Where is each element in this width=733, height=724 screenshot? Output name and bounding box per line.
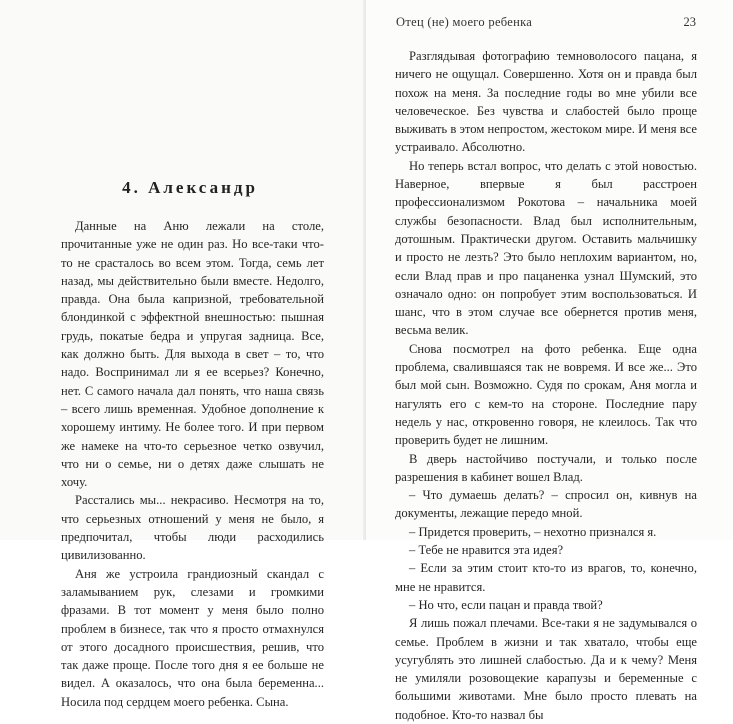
page-number: 23 <box>683 15 696 29</box>
dialogue-line: – Что думаешь делать? – спросил он, кивнув на документы, лежащие передо мной. <box>395 488 697 521</box>
right-page-text <box>395 47 697 724</box>
right-page <box>366 0 733 722</box>
paragraph: Разглядывая фотографию темноволосого пацана, я ничего не ощущал. Совершенно. Хотя он и правда был похож на меня. За последние годы во мне убили все человеческое. Без чувства и слабостей было проще выживать в этом непростом, жестоком мире. И меня все устраивало. Абсолютно. <box>395 49 697 155</box>
dialogue-line: – Если за этим стоит кто-то из врагов, то, конечно, мне не нравится. <box>395 561 697 594</box>
paragraph: В дверь настойчиво постучали, и только после разрешения в кабинет вошел Влад. <box>395 451 697 484</box>
chapter-title: 4. Александр <box>122 178 258 197</box>
running-title: Отец (не) моего ребенка <box>396 15 533 29</box>
left-page <box>0 0 366 709</box>
paragraph: Аня же устроила грандиозный скандал с заламыванием рук, слезами и громкими фразами. В тот момент у меня было полно проблем в бизнесе, так что я просто отмахнулся от этого досадного происшествия, решив, что так даже проще. После того дня я ее больше не видел. А оказалось, что она была беременна... Носила под сердцем моего ребенка. Сына. <box>61 566 324 709</box>
paragraph: Расстались мы... некрасиво. Несмотря на то, что серьезных отношений у меня не было, я предпочитал, чтобы люди расходились цивилизованно. <box>61 493 324 563</box>
paragraph: Но теперь встал вопрос, что делать с этой новостью. Наверное, впервые я был расстроен профессионализмом Рокотова – начальника моей службы безопасности. Влад был исполнительным, дотошным. Практически другом. Оставить мальчишку и просто не лезть? Это было неплохим вариантом, но, если Влад прав и про пацаненка узнал Шумский, это означало одно: он попробует этим воспользоваться. И шанс, что в этом случае все обернется против меня, весьма велик. <box>395 158 697 338</box>
dialogue-line: – Придется проверить, – нехотно признался я. <box>409 524 657 539</box>
dialogue-line: – Тебе не нравится эта идея? <box>409 543 564 558</box>
paragraph: Снова посмотрел на фото ребенка. Еще одна проблема, свалившаяся так не вовремя. И все же... Это был мой сын. Возможно. Судя по срокам, Аня могла и нагулять его с кем-то на стороне. Последние пару недель у нас, откровенно говоря, не клеилось. Так что проверить будет не лишним. <box>395 341 697 448</box>
paragraph: Данные на Аню лежали на столе, прочитанные уже не один раз. Но все-таки что-то не срасталось во всем этом. Тогда, семь лет назад, мы действительно были вместе. Недолго, правда. Она была капризной, требовательной блондинкой с эффектной внешностью: пышная грудь, покатые бедра и упругая задница. Все, как должно быть. Для выхода в свет – то, что надо. Воспринимал ли я ее всерьез? Конечно, нет. С самого начала дал понять, что наша связь – всего лишь временная. Удобное дополнение к хорошему интиму. Не более того. И при первом же намеке на что-то серьезное четко озвучил, что ни о семье, ни о детях даже слышать не хочу. <box>61 219 324 490</box>
paragraph: Я лишь пожал плечами. Все-таки я не задумывался о семье. Проблем в жизни и так хватало, чтобы еще усугублять это лишней слабостью. Да и к чему? Меня не умиляли розовощекие карапузы и беременные с большими животами. Мне было просто плевать на подобное. Кто-то назвал бы <box>395 616 697 722</box>
left-page-text <box>61 217 324 711</box>
dialogue-line: – Но что, если пацан и правда твой? <box>409 597 603 612</box>
